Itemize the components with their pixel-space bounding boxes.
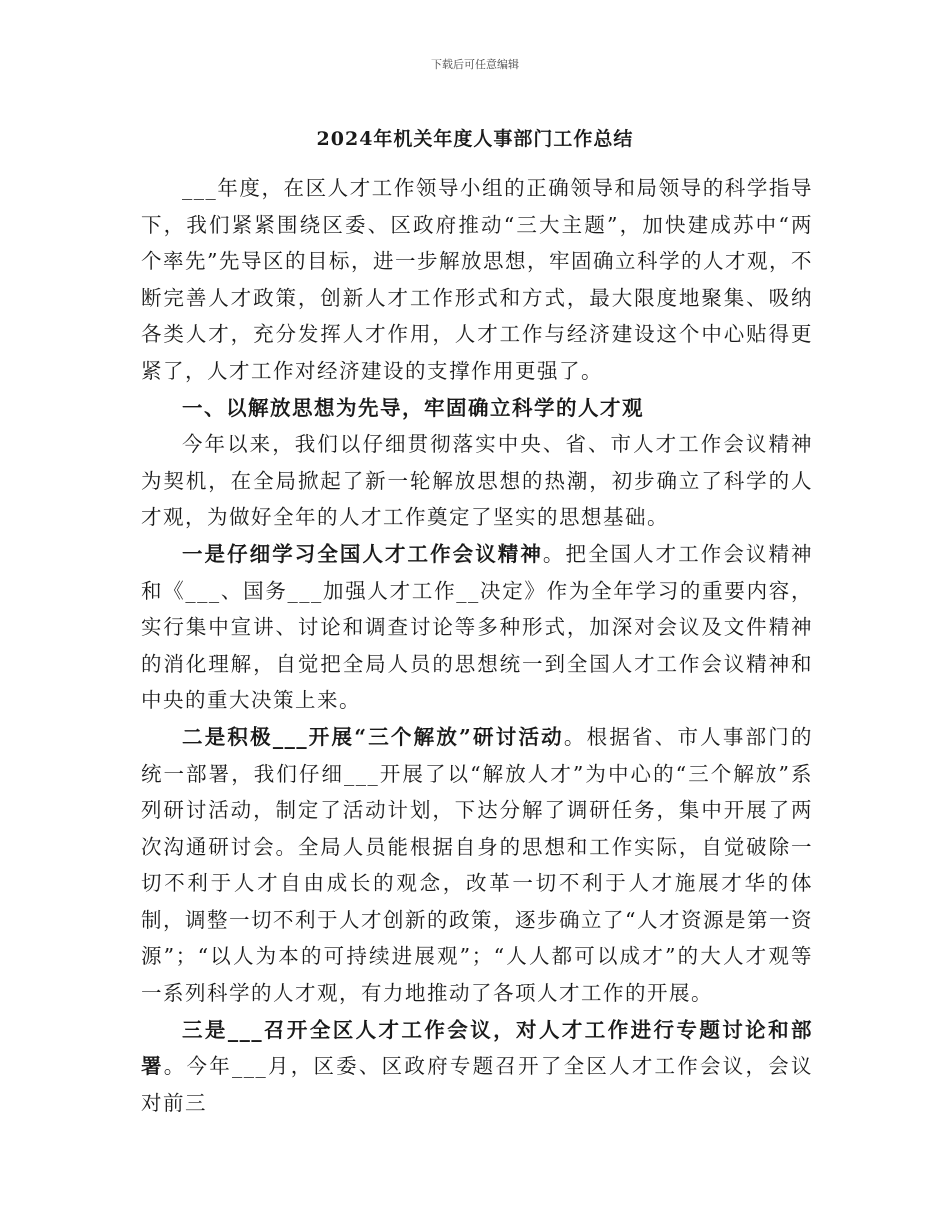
paragraph-intro: ___年度，在区人才工作领导小组的正确领导和局领导的科学指导下，我们紧紧围绕区委、区政府推动“三大主题”，加快建成苏中“两个率先”先导区的目标，进一步解放思想，牢固确立科学的人才观，不断完善人才政策，创新人才工作形式和方式，最大限度地聚集、吸纳各类人才，充分发挥人才作用，人才工作与经济建设这个中心贴得更紧了，人才工作对经济建设的支撑作用更强了。: [141, 176, 813, 383]
point-2-text: 。根据省、市人事部门的统一部署，我们仔细___开展了以“解放人才”为中心的“三个解放”系列研讨活动，制定了活动计划，下达分解了调研任务，集中开展了两次沟通研讨会。全局人员能根据自身的思想和工作实际，自觉破除一切不利于人才自由成长的观念，改革一切不利于人才施展才华的体制，调整一切不利于人才创新的政策，逐步确立了“人才资源是第一资源”；“以人为本的可持续进展观”；“人人都可以成才”的大人才观等一系列科学的人才观，有力地推动了各项人才工作的开展。: [141, 724, 814, 1006]
point-3-text: 。今年___月，区委、区政府专题召开了全区人才工作会议，会议对前三: [141, 1054, 814, 1115]
point-3-lead: 三是___召开全区人才工作会议，对人才工作进行专题讨论和部署: [141, 1017, 813, 1079]
point-1-lead: 一是仔细学习全国人才工作会议精神: [182, 541, 543, 566]
paragraph-point-3: [141, 1012, 813, 1122]
header-note: 下载后可任意编辑: [431, 58, 519, 71]
point-2-lead: 二是积极___开展“三个解放”研讨活动: [182, 724, 564, 749]
section-heading-1: 一、以解放思想为先导，牢固确立科学的人才观: [182, 395, 644, 420]
paragraph-section-1-intro: 今年以来，我们以仔细贯彻落实中央、省、市人才工作会议精神为契机，在全局掀起了新一轮解放思想的热潮，初步确立了科学的人才观，为做好全年的人才工作奠定了坚实的思想基础。: [141, 432, 813, 530]
document-title: 2024年机关年度人事部门工作总结: [316, 128, 634, 150]
paragraph-point-2: [141, 719, 813, 1012]
document-body: [141, 170, 813, 1121]
point-1-text: 。把全国人才工作会议精神和《___、国务___加强人才工作__决定》作为全年学习的重要内容，实行集中宣讲、讨论和调查讨论等多种形式，加深对会议及文件精神的消化理解，自觉把全局人员的思想统一到全国人才工作会议精神和中央的重大决策上来。: [141, 541, 814, 713]
paragraph-point-1: [141, 536, 813, 719]
